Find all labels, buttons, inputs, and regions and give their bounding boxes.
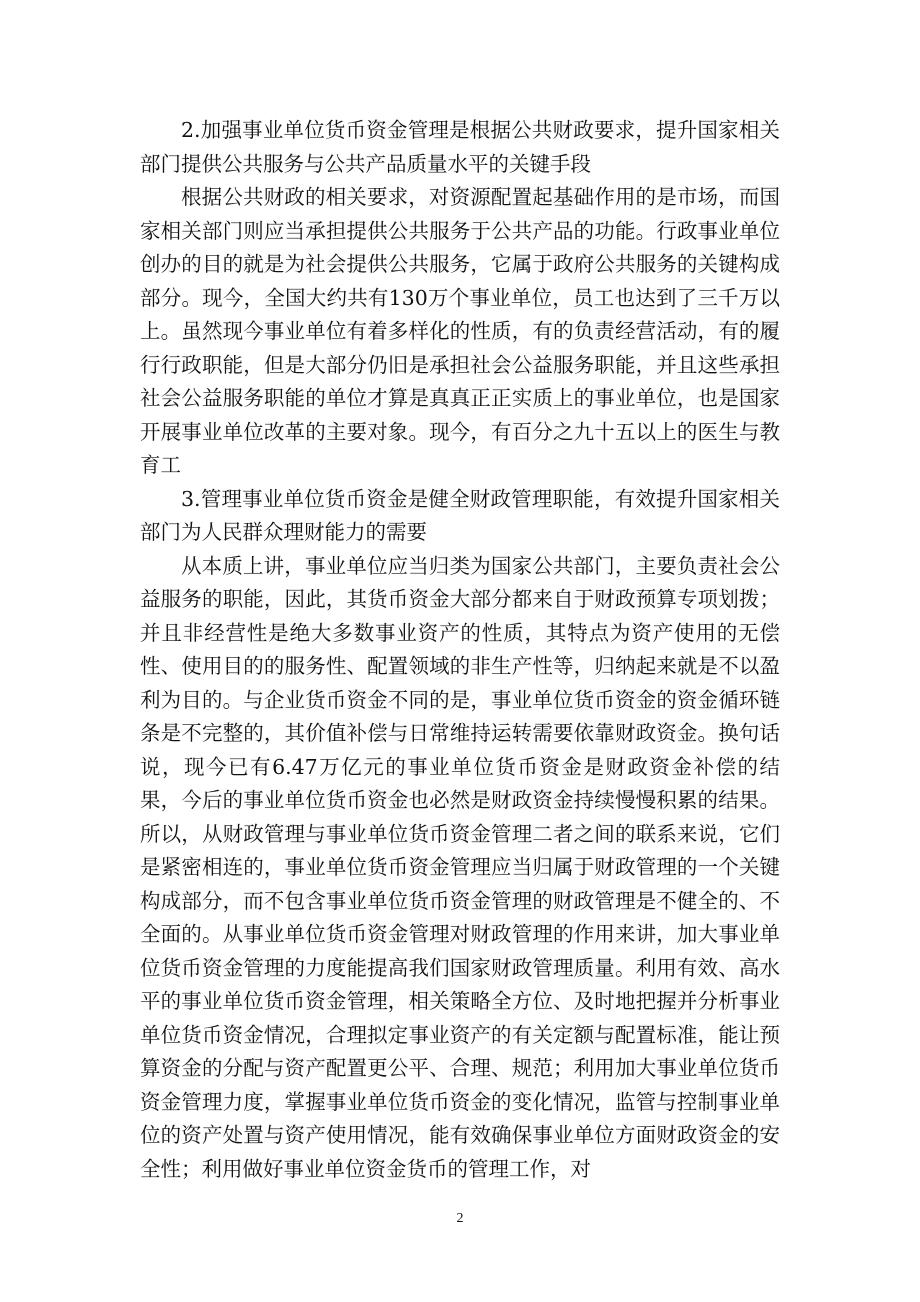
- section-heading-3: 3.管理事业单位货币资金是健全财政管理职能，有效提升国家相关部门为人民群众理财能力的需要: [140, 486, 780, 544]
- body-paragraph: 从本质上讲，事业单位应当归类为国家公共部门，主要负责社会公益服务的职能，因此，其货币资金大部分都来自于财政预算专项划拨；并且非经营性是绝大多数事业资产的性质，其特点为资产使用的无偿性、使用目的的服务性、配置领域的非生产性等，归纳起来就是不以盈利为目的。与企业货币资金不同的是，事业单位货币资金的资金循环链条是不完整的，其价值补偿与日常维持运转需要依靠财政资金。换句话说，现今已有6.47万亿元的事业单位货币资金是财政资金补偿的结果，今后的事业单位货币资金也必然是财政资金持续慢慢积累的结果。所以，从财政管理与事业单位货币资金管理二者之间的联系来说，它们是紧密相连的，事业单位货币资金管理应当归属于财政管理的一个关键构成部分，而不包含事业单位货币资金管理的财政管理是不健全的、不全面的。从事业单位货币资金管理对财政管理的作用来讲，加大事业单位货币资金管理的力度能提高我们国家财政管理质量。利用有效、高水平的事业单位货币资金管理，相关策略全方位、及时地把握并分析事业单位货币资金情况，合理拟定事业资产的有关定额与配置标准，能让预算资金的分配与资产配置更公平、合理、规范；利用加大事业单位货币资金管理力度，掌握事业单位货币资金的变化情况，监管与控制事业单位的资产处置与资产使用情况，能有效确保事业单位方面财政资金的安全性；利用做好事业单位资金货币的管理工作，对: [140, 553, 780, 1181]
- section-heading-2: 2.加强事业单位货币资金管理是根据公共财政要求，提升国家相关部门提供公共服务与公共产品质量水平的关键手段: [140, 118, 780, 176]
- page-body: [140, 114, 780, 1186]
- page-number: 2: [456, 1211, 464, 1226]
- body-paragraph: 根据公共财政的相关要求，对资源配置起基础作用的是市场，而国家相关部门则应当承担提供公共服务于公共产品的功能。行政事业单位创办的目的就是为社会提供公共服务，它属于政府公共服务的关键构成部分。现今，全国大约共有130万个事业单位，员工也达到了三千万以上。虽然现今事业单位有着多样化的性质，有的负责经营活动，有的履行行政职能，但是大部分仍旧是承担社会公益服务职能，并且这些承担社会公益服务职能的单位才算是真真正正实质上的事业单位，也是国家开展事业单位改革的主要对象。现今，有百分之九十五以上的医生与教育工: [140, 185, 780, 477]
